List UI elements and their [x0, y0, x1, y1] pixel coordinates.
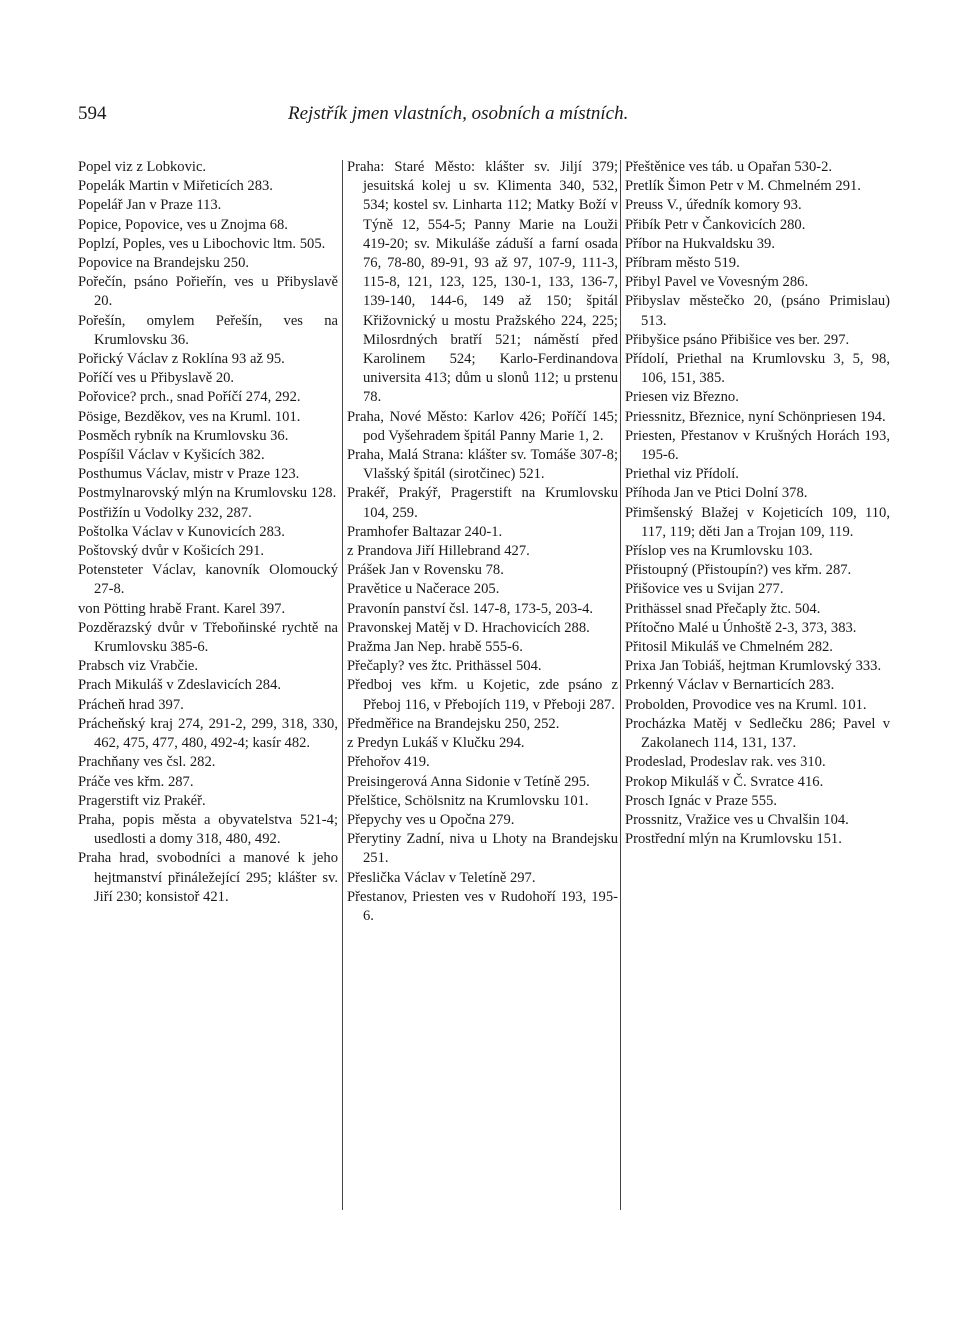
index-entry: Priethal viz Přídolí. — [625, 466, 739, 483]
running-title: Rejstřík jmen vlastních, osobních a místních. — [288, 103, 629, 124]
index-entry: Přibyl Pavel ve Vovesným 286. — [625, 274, 809, 291]
index-entry: Předboj ves křm. u Kojetic, zde psáno z Přeboj 116, v Přebojích 119, v Přeboji 287. — [347, 677, 618, 713]
index-entry: Prkenný Václav v Bernarticích 283. — [625, 677, 835, 694]
index-entry: Prácheňský kraj 274, 291-2, 299, 318, 330, 462, 475, 477, 480, 492-4; kasír 482. — [78, 715, 338, 752]
index-entry: Praha, popis města a obyvatelstva 521-4; usedlosti a domy 318, 480, 492. — [78, 811, 338, 848]
index-entry: Prachňany ves čsl. 282. — [78, 754, 216, 771]
index-entry: Popel viz z Lobkovic. — [78, 159, 207, 175]
index-entry: z Prandova Jiří Hillebrand 427. — [347, 543, 530, 560]
index-entry: Prabsch viz Vrabčie. — [78, 658, 199, 675]
index-entry: Priesten, Přestanov v Krušných Horách 193, 195-6. — [625, 427, 890, 464]
index-entry: Přídolí, Priethal na Krumlovsku 3, 5, 98, 106, 151, 385. — [625, 351, 890, 387]
index-entry: Přečaply? ves žtc. Prithässel 504. — [347, 658, 542, 675]
index-entry: Přepychy ves u Opočna 279. — [347, 811, 515, 828]
index-entry: Postmylnarovský mlýn na Krumlovsku 128. — [78, 485, 337, 502]
index-entry: Příbram město 519. — [625, 255, 740, 272]
index-entry: z Predyn Lukáš v Klučku 294. — [347, 735, 525, 752]
index-entry: Pořický Václav z Roklína 93 až 95. — [78, 351, 285, 368]
index-entry: Prosch Ignác v Praze 555. — [625, 792, 777, 809]
index-entry: Poštolka Václav v Kunovicích 283. — [78, 523, 285, 540]
index-entry: Pretlík Šimon Petr v M. Chmelném 291. — [625, 178, 861, 195]
index-entry: Přestanov, Priesten ves v Rudohoří 193, 195-6. — [347, 888, 618, 924]
index-entry: Postřižín u Vodolky 232, 287. — [78, 504, 252, 521]
index-entry: Pramhofer Baltazar 240-1. — [347, 523, 503, 540]
index-entry: Preisingerová Anna Sidonie v Tetíně 295. — [347, 773, 590, 790]
index-entry: Přistoupný (Přistoupín?) ves křm. 287. — [625, 562, 852, 579]
index-column-2 — [347, 158, 618, 1238]
index-entry: Pravonín panství čsl. 147-8, 173-5, 203-4. — [347, 600, 594, 617]
index-entry: Priessnitz, Březnice, nyní Schönpriesen 194. — [625, 408, 886, 425]
index-entry: Popovice na Brandejsku 250. — [78, 255, 250, 272]
index-entry: Přeštěnice ves táb. u Opařan 530-2. — [625, 159, 833, 175]
index-entry: Pragerstift viz Prakéř. — [78, 792, 206, 809]
index-entry: Popelák Martin v Miřeticích 283. — [78, 178, 273, 195]
index-column-1 — [78, 158, 338, 1238]
index-entry: Prášek Jan v Rovensku 78. — [347, 562, 504, 579]
index-entry: Přeslička Václav v Teletíně 297. — [347, 869, 536, 886]
index-entry: Přibyšice psáno Přibišice ves ber. 297. — [625, 331, 850, 348]
index-entry: Pösige, Bezděkov, ves na Kruml. 101. — [78, 408, 301, 425]
index-entry: Pravětice u Načerace 205. — [347, 581, 500, 598]
index-entry: Priesen viz Březno. — [625, 389, 739, 406]
index-entry: Pospíšil Václav v Kyšicích 382. — [78, 447, 265, 464]
index-entry: Popice, Popovice, ves u Znojma 68. — [78, 216, 288, 233]
index-entry: Přelštice, Schölsnitz na Krumlovsku 101. — [347, 792, 589, 809]
index-entry: Poříčí ves u Přibyslavě 20. — [78, 370, 235, 387]
index-column-3 — [625, 158, 890, 1238]
index-entry: Posthumus Václav, mistr v Praze 123. — [78, 466, 300, 483]
index-entry: von Pötting hrabě Frant. Karel 397. — [78, 600, 286, 617]
index-entry: Příbor na Hukvaldsku 39. — [625, 235, 775, 252]
index-entry: Prossnitz, Vražice ves u Chvalšin 104. — [625, 811, 849, 828]
index-entry: Prokop Mikuláš v Č. Svratce 416. — [625, 773, 824, 790]
index-entry: Praha, Nové Město: Karlov 426; Poříčí 145; pod Vyšehradem špitál Panny Marie 1, 2. — [347, 408, 618, 444]
index-entry: Pořovice? prch., snad Poříčí 274, 292. — [78, 389, 301, 406]
index-entry: Popelář Jan v Praze 113. — [78, 197, 222, 214]
index-entry: Přitosil Mikuláš ve Chmelném 282. — [625, 639, 833, 656]
index-entry: Prostřední mlýn na Krumlovsku 151. — [625, 831, 842, 848]
column-divider — [620, 160, 621, 1210]
index-entry: Prodeslad, Prodeslav rak. ves 310. — [625, 754, 826, 771]
index-entry: Praha hrad, svobodníci a manové k jeho hejtmanství přináležející 295; klášter sv. Jiří 230; konsistoř 421. — [78, 850, 338, 905]
index-entry: Pořešín, omylem Peřešín, ves na Krumlovsku 36. — [78, 312, 338, 348]
index-entry: Praha, Malá Strana: klášter sv. Tomáše 307-8; Vlašský špitál (sirotčinec) 521. — [347, 447, 618, 483]
index-entry: Prixa Jan Tobiáš, hejtman Krumlovský 333. — [625, 658, 882, 675]
column-divider — [342, 160, 343, 1210]
index-entry: Práče ves křm. 287. — [78, 773, 194, 790]
index-entry: Pozděrazský dvůr v Třeboňinské rychtě na Krumlovsku 385-6. — [78, 619, 338, 656]
index-entry: Posměch rybník na Krumlovsku 36. — [78, 427, 289, 444]
index-entry: Prakéř, Prakýř, Pragerstift na Krumlovsku 104, 259. — [347, 485, 618, 521]
index-entry: Pravonskej Matěj v D. Hrachovicích 288. — [347, 619, 590, 636]
index-entry: Prach Mikuláš v Zdeslavicích 284. — [78, 677, 282, 694]
index-entry: Potensteter Václav, kanovník Olomoucký 27-8. — [78, 562, 338, 598]
index-entry: Pořečín, psáno Pořieřín, ves u Přibyslavě 20. — [78, 274, 338, 310]
index-entry: Přimšenský Blažej v Kojeticích 109, 110, 117, 119; děti Jan a Trojan 109, 119. — [625, 504, 890, 540]
index-entry: Prácheň hrad 397. — [78, 696, 184, 713]
index-entry: Poštovský dvůr v Košicích 291. — [78, 543, 265, 560]
index-entry: Předměřice na Brandejsku 250, 252. — [347, 715, 560, 732]
index-entry: Přehořov 419. — [347, 754, 430, 771]
index-entry: Praha: Staré Město: klášter sv. Jiljí 379; jesuitská kolej u sv. Klimenta 340, 532, 534; kostel sv. Linharta 112; Matky Boží v Týně 12, 554-5; Panny Marie na Louži 419-20; sv. Mikuláše záduší a farní osada 76, 78-80, 89-91, 93 až 97, 107-9, 111-3, 115-8, 121, 123, 125, 130-1, 133, 136-7, 139-140, 144-6, 149 až 150; špitál Křižovnický u mostu Pražského 224, 225; Milosrdných bratří 521; náměstí před Karolinem 524; Karlo-Ferdinandova universita 413; dům u slonů 112; u prstenu 78. — [347, 159, 618, 406]
index-entry: Příhoda Jan ve Ptici Dolní 378. — [625, 485, 808, 502]
index-entry: Přítočno Malé u Únhoště 2-3, 373, 383. — [625, 619, 857, 636]
page-header — [78, 103, 878, 129]
page-number: 594 — [78, 103, 107, 124]
index-entry: Procházka Matěj v Sedlečku 286; Pavel v Zakolanech 114, 131, 137. — [625, 715, 890, 752]
index-entry: Příslop ves na Krumlovsku 103. — [625, 543, 813, 560]
index-entry: Probolden, Provodice ves na Kruml. 101. — [625, 696, 867, 713]
index-columns — [78, 158, 890, 1238]
index-entry: Poplzí, Poples, ves u Libochovic ltm. 505. — [78, 235, 326, 252]
index-entry: Přišovice ves u Svijan 277. — [625, 581, 784, 598]
index-entry: Pražma Jan Nep. hrabě 555-6. — [347, 639, 523, 656]
index-entry: Preuss V., úředník komory 93. — [625, 197, 802, 214]
index-entry: Přibyslav městečko 20, (psáno Primislau) 513. — [625, 293, 890, 329]
index-entry: Prithässel snad Přečaply žtc. 504. — [625, 600, 821, 617]
index-entry: Přerytiny Zadní, niva u Lhoty na Brandejsku 251. — [347, 831, 618, 867]
index-entry: Přibík Petr v Čankovicích 280. — [625, 216, 806, 233]
